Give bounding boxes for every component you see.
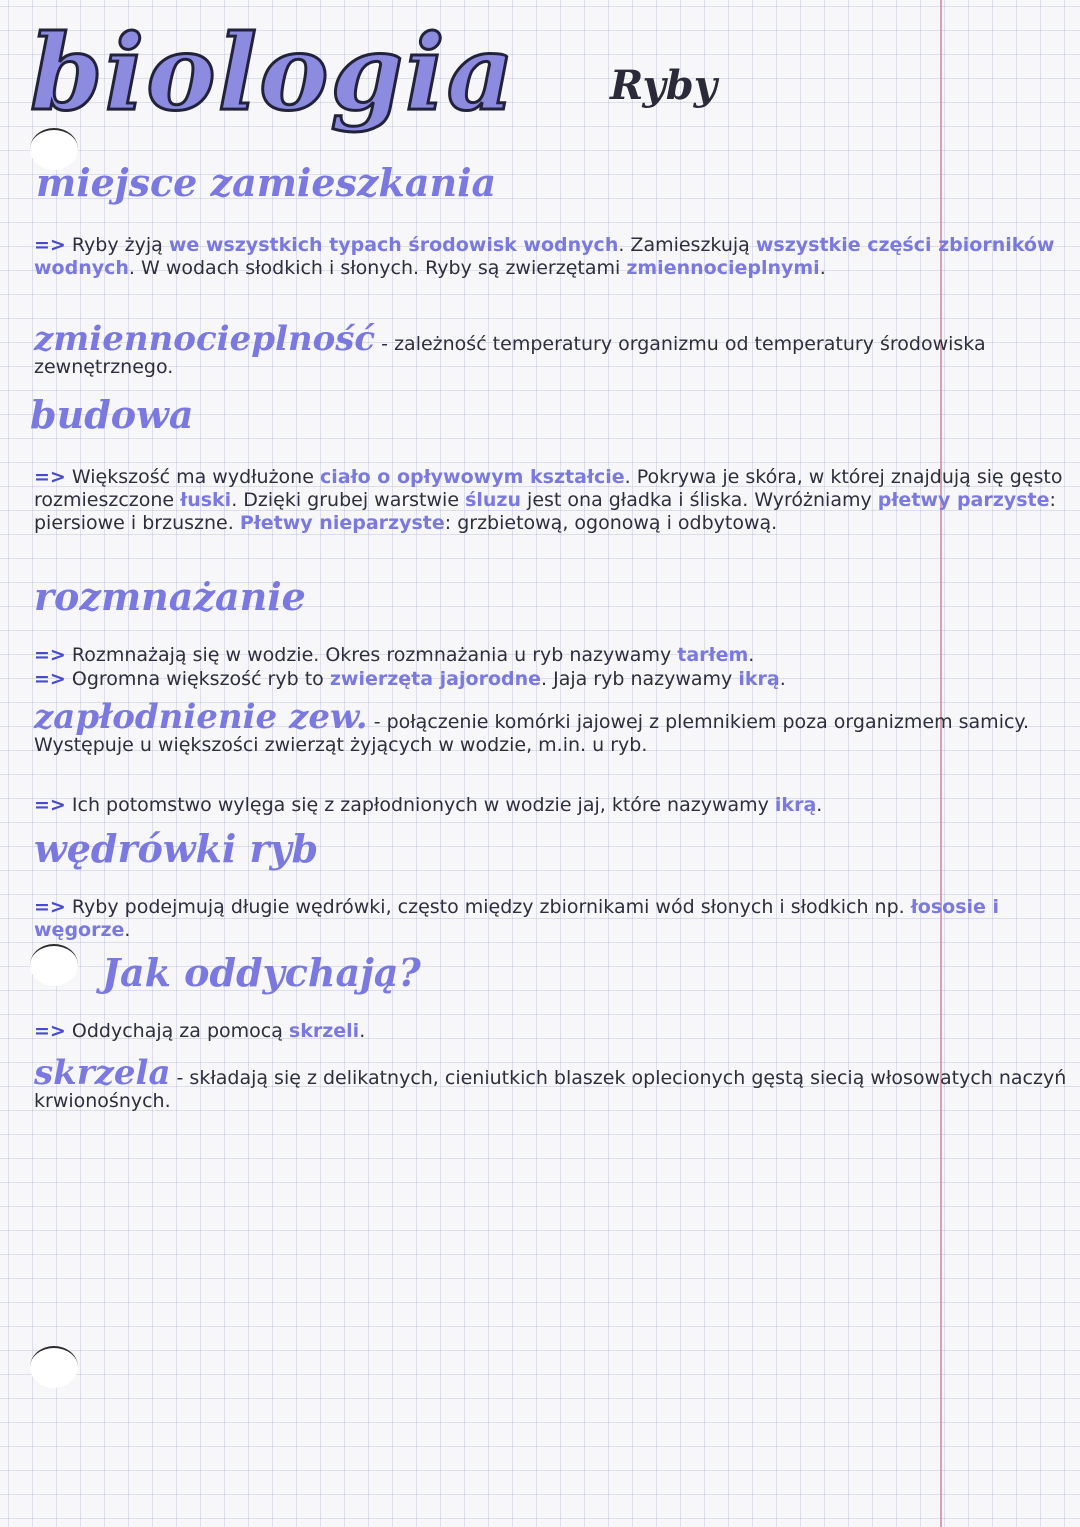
reproduction-text-2: => Ogromna większość ryb to zwierzęta jajorodne. Jaja ryb nazywamy ikrą.: [34, 668, 786, 690]
arrow-icon: =>: [34, 644, 66, 666]
ectothermy-text: zmiennocieplność - zależność temperatury organizmu od temperatury środowiska zewnętrznego.: [34, 319, 986, 378]
reproduction-text-1: => Rozmnażają się w wodzie. Okres rozmnażania u ryb nazywamy tarłem.: [34, 644, 755, 666]
page-title: biologia: [30, 11, 517, 134]
arrow-icon: =>: [34, 668, 66, 690]
breathing-text: => Oddychają za pomocą skrzeli.: [34, 1020, 366, 1042]
heading-reproduction: rozmnażanie: [34, 574, 306, 619]
heading-fertilization: zapłodnienie zew.: [34, 697, 368, 737]
heading-migrations: wędrówki ryb: [34, 826, 319, 871]
habitat-text: => Ryby żyją we wszystkich typach środowisk wodnych. Zamieszkują wszystkie części zbiorników wodnych. W wodach słodkich i słonych. Ryby są zwierzętami zmiennocieplnymi.: [34, 234, 1055, 279]
subject-label: Ryby: [610, 62, 717, 109]
migrations-text: => Ryby podejmują długie wędrówki, często między zbiornikami wód słonych i słodkich np. łososie i węgorze.: [34, 896, 1000, 941]
arrow-icon: =>: [34, 794, 66, 816]
heading-body: budowa: [30, 392, 194, 437]
punch-hole: [30, 1346, 78, 1388]
heading-ectothermy: zmiennocieplność: [34, 319, 376, 359]
arrow-icon: =>: [34, 234, 66, 256]
offspring-text: => Ich potomstwo wylęga się z zapłodnionych w wodzie jaj, które nazywamy ikrą.: [34, 794, 823, 816]
margin-line: [940, 0, 942, 1527]
heading-gills: skrzela: [34, 1053, 171, 1093]
arrow-icon: =>: [34, 896, 66, 918]
arrow-icon: =>: [34, 1020, 66, 1042]
gills-text: skrzela - składają się z delikatnych, cieniutkich blaszek oplecionych gęstą siecią włosowatych naczyń krwionośnych.: [34, 1053, 1067, 1112]
body-text: => Większość ma wydłużone ciało o opływowym kształcie. Pokrywa je skóra, w której znajdują się gęsto rozmieszczone łuski. Dzięki grubej warstwie śluzu jest ona gładka i śliska. Wyróżniamy płetwy parzyste: piersiowe i brzuszne. Płetwy nieparzyste: grzbietową, ogonową i odbytową.: [34, 466, 1063, 534]
punch-hole: [30, 944, 78, 986]
arrow-icon: =>: [34, 466, 66, 488]
heading-habitat: miejsce zamieszkania: [36, 160, 497, 205]
heading-breathing: Jak oddychają?: [102, 950, 421, 995]
fertilization-text: zapłodnienie zew. - połączenie komórki jajowej z plemnikiem poza organizmem samicy. Występuje u większości zwierząt żyjących w wodzie, m.in. u ryb.: [34, 697, 1029, 756]
